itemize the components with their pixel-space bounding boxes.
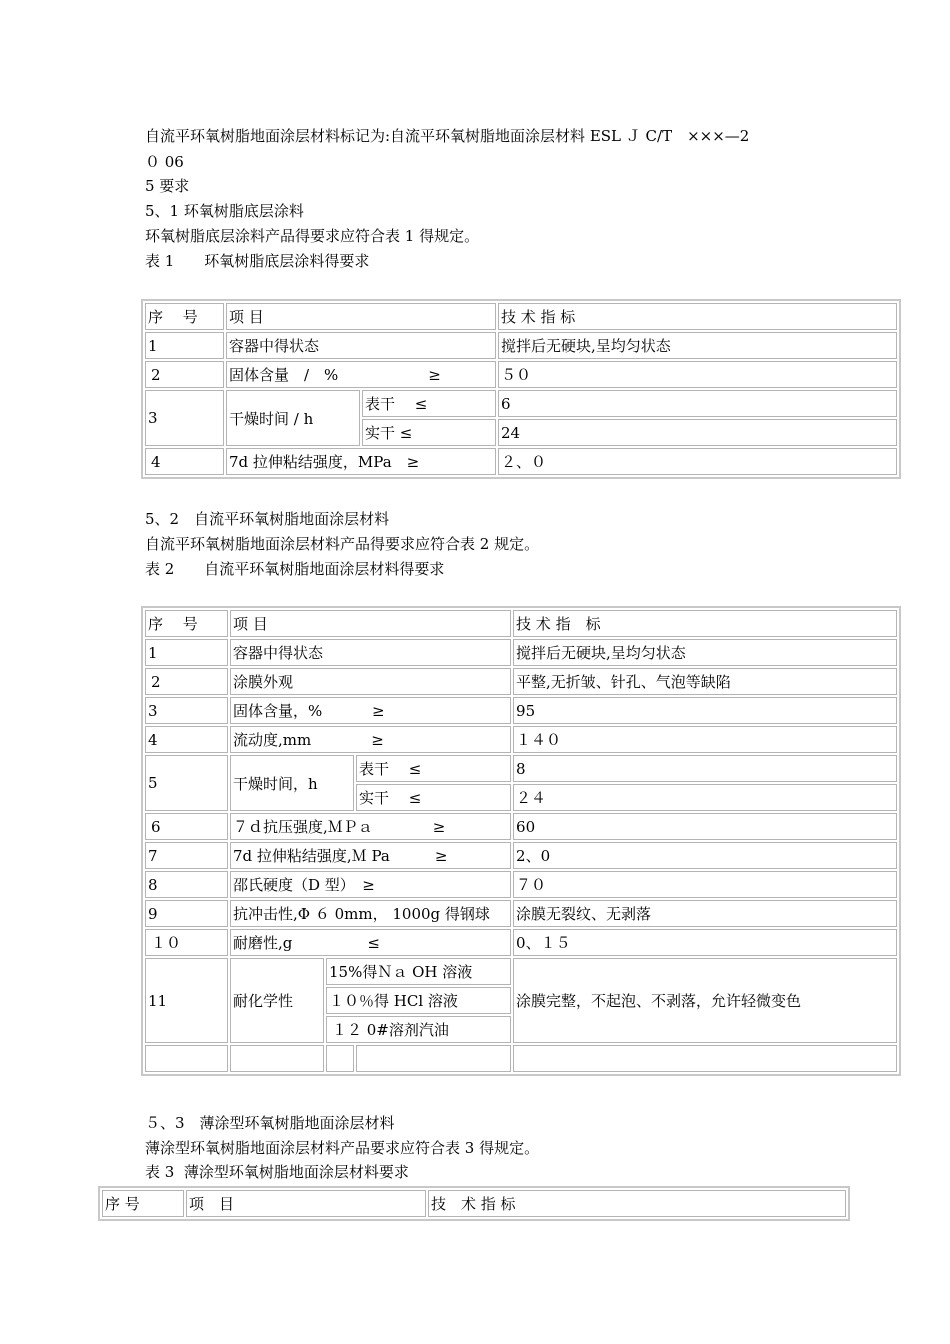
table-1-caption: 表 1 环氧树脂底层涂料得要求 <box>145 252 370 270</box>
empty-cell <box>356 1045 511 1072</box>
cell-spec: 2、0 <box>513 842 897 869</box>
cell-no: 8 <box>145 871 228 898</box>
table-row <box>145 697 897 724</box>
section-5-2-heading: 5、2 自流平环氧树脂地面涂层材料 <box>145 510 390 528</box>
cell-spec: 6 <box>498 390 897 417</box>
cell-no: 1 <box>145 332 224 359</box>
header-spec: 技 术 指 标 <box>498 303 897 330</box>
cell-no: 2 <box>145 668 228 695</box>
table-row <box>145 668 897 695</box>
cell-subitem: 实干 ≤ <box>356 784 511 811</box>
cell-item: 干燥时间 / h <box>226 390 360 446</box>
cell-subitem: 表干 ≤ <box>362 390 496 417</box>
table-row <box>145 639 897 666</box>
cell-subitem: 15%得Ｎａ OH 溶液 <box>326 958 511 985</box>
table-row <box>145 871 897 898</box>
cell-subitem: 表干 ≤ <box>356 755 511 782</box>
table-row <box>145 900 897 927</box>
header-spec: 技 术 指 标 <box>428 1190 846 1217</box>
table-row <box>145 842 897 869</box>
table-1 <box>141 299 901 479</box>
cell-spec: ５０ <box>498 361 897 388</box>
cell-spec: 24 <box>498 419 897 446</box>
cell-no: 4 <box>145 448 224 475</box>
cell-no: １０ <box>145 929 228 956</box>
cell-item: 干燥时间，h <box>230 755 354 811</box>
table-row <box>145 361 897 388</box>
cell-item: 耐磨性,g ≤ <box>230 929 511 956</box>
table-2 <box>141 606 901 1076</box>
cell-spec: ７０ <box>513 871 897 898</box>
cell-item: 固体含量，% ≥ <box>230 697 511 724</box>
cell-spec: 搅拌后无硬块,呈均匀状态 <box>498 332 897 359</box>
empty-cell <box>145 1045 228 1072</box>
cell-item: ７ｄ抗压强度,ＭＰａ ≥ <box>230 813 511 840</box>
cell-spec: 涂膜无裂纹、无剥落 <box>513 900 897 927</box>
cell-spec: ２４ <box>513 784 897 811</box>
cell-item: 涂膜外观 <box>230 668 511 695</box>
cell-no: 11 <box>145 958 228 1043</box>
cell-spec: 搅拌后无硬块,呈均匀状态 <box>513 639 897 666</box>
empty-cell <box>513 1045 897 1072</box>
table-row <box>145 929 897 956</box>
intro-line-2: ０ 06 <box>145 153 184 171</box>
cell-item: 邵氏硬度（D 型） ≥ <box>230 871 511 898</box>
cell-item: 流动度,mm ≥ <box>230 726 511 753</box>
cell-spec: 8 <box>513 755 897 782</box>
cell-item: 容器中得状态 <box>226 332 496 359</box>
header-item: 项 目 <box>186 1190 426 1217</box>
table-row-empty <box>145 1045 897 1072</box>
table-row <box>145 958 897 985</box>
header-no: 序 号 <box>145 303 224 330</box>
section-5-1-text: 环氧树脂底层涂料产品得要求应符合表 1 得规定。 <box>145 227 480 245</box>
cell-item: 抗冲击性,Φ ６ 0mm， 1000g 得钢球 <box>230 900 511 927</box>
cell-no: 3 <box>145 390 224 446</box>
cell-spec: 平整,无折皱、针孔、气泡等缺陷 <box>513 668 897 695</box>
section-5-2-text: 自流平环氧树脂地面涂层材料产品得要求应符合表 2 规定。 <box>145 535 540 553</box>
table-row <box>145 726 897 753</box>
table-row <box>145 813 897 840</box>
cell-spec: 95 <box>513 697 897 724</box>
cell-spec: 60 <box>513 813 897 840</box>
table-2-caption: 表 2 自流平环氧树脂地面涂层材料得要求 <box>145 560 445 578</box>
table-row <box>102 1190 846 1217</box>
table-3 <box>98 1186 850 1221</box>
table-row <box>145 610 897 637</box>
header-no: 序 号 <box>145 610 228 637</box>
cell-spec: 涂膜完整，不起泡、不剥落，允许轻微变色 <box>513 958 897 1043</box>
table-row <box>145 332 897 359</box>
table-row <box>145 390 897 417</box>
cell-item: 7d 拉伸粘结强度,Ｍ Pa ≥ <box>230 842 511 869</box>
section-5-1-heading: 5、1 环氧树脂底层涂料 <box>145 202 304 220</box>
header-item: 项 目 <box>230 610 511 637</box>
cell-item: 耐化学性 <box>230 958 324 1043</box>
cell-subitem: １０％得 HCl 溶液 <box>326 987 511 1014</box>
cell-no: 9 <box>145 900 228 927</box>
cell-no: 3 <box>145 697 228 724</box>
table-row <box>145 448 897 475</box>
cell-item: 7d 拉伸粘结强度，MPa ≥ <box>226 448 496 475</box>
header-item: 项 目 <box>226 303 496 330</box>
cell-spec: ２、０ <box>498 448 897 475</box>
table-row <box>145 303 897 330</box>
cell-no: 1 <box>145 639 228 666</box>
empty-cell <box>230 1045 324 1072</box>
cell-no: 6 <box>145 813 228 840</box>
section-5-3-heading: ５、3 薄涂型环氧树脂地面涂层材料 <box>145 1114 395 1132</box>
cell-no: 4 <box>145 726 228 753</box>
section-5-heading: 5 要求 <box>145 177 190 195</box>
header-spec: 技 术 指 标 <box>513 610 897 637</box>
cell-no: 5 <box>145 755 228 811</box>
intro-line-1: 自流平环氧树脂地面涂层材料标记为:自流平环氧树脂地面涂层材料 ESL Ｊ C/T ×××—2 <box>145 127 750 145</box>
cell-item: 固体含量 / % ≥ <box>226 361 496 388</box>
cell-spec: １４０ <box>513 726 897 753</box>
cell-spec: 0、１５ <box>513 929 897 956</box>
section-5-3-text: 薄涂型环氧树脂地面涂层材料产品要求应符合表 3 得规定。 <box>145 1139 540 1157</box>
cell-subitem: 实干 ≤ <box>362 419 496 446</box>
cell-no: 2 <box>145 361 224 388</box>
table-row <box>145 755 897 782</box>
cell-subitem: １２ 0#溶剂汽油 <box>326 1016 511 1043</box>
header-no: 序 号 <box>102 1190 184 1217</box>
cell-item: 容器中得状态 <box>230 639 511 666</box>
empty-cell <box>326 1045 354 1072</box>
table-3-caption: 表 3 薄涂型环氧树脂地面涂层材料要求 <box>145 1163 409 1181</box>
cell-no: 7 <box>145 842 228 869</box>
